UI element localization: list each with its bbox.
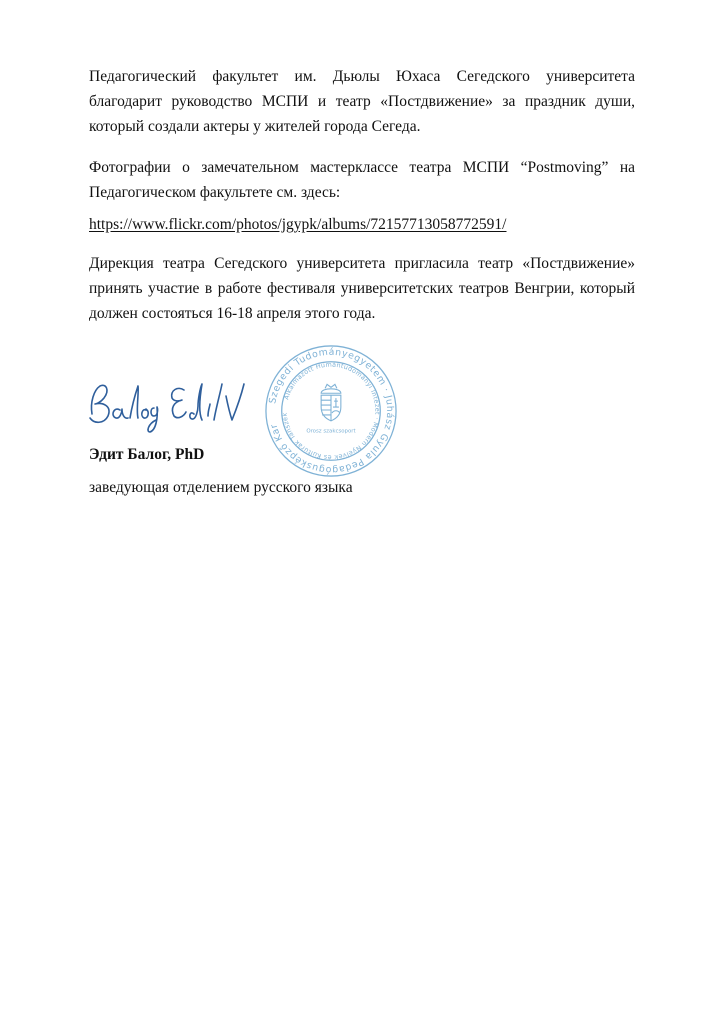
paragraph-festival: Дирекция театра Сегедского университета пригласила театр «Постдвижение» принять участие в работе фестиваля университетских театров Венгрии, который должен состояться 16-18 апреля этого года.	[89, 255, 635, 322]
signer-position: заведующая отделением русского языка	[89, 479, 353, 496]
photos-link-line	[89, 212, 635, 237]
handwritten-signature	[86, 376, 246, 436]
stamp-center-text: Orosz szakcsoport	[306, 428, 356, 435]
signer-name: Эдит Балог, PhD	[89, 446, 205, 463]
university-stamp	[262, 342, 400, 480]
paragraph-thanks: Педагогический факультет им. Дьюлы Юхаса Сегедского университета благодарит руководство МСПИ и театр «Постдвижение» за праздник души, который создали актеры у жителей города Сегеда.	[89, 68, 635, 135]
paragraph-photos: Фотографии о замечательном мастерклассе театра МСПИ “Postmoving” на Педагогическом факультете см. здесь:	[89, 159, 635, 201]
stamp-inner-text: Alkalmazott Humántudományi Intézet · Modern Nyelvek és Kultúrák Tanszék	[280, 360, 382, 462]
coat-of-arms-icon	[321, 384, 341, 420]
stamp-outer-text: Szegedi Tudományegyetem · Juhász Gyula Pedagógusképző Kar	[267, 346, 396, 476]
photos-link[interactable]: https://www.flickr.com/photos/jgypk/albums/72157713058772591/	[89, 216, 507, 233]
